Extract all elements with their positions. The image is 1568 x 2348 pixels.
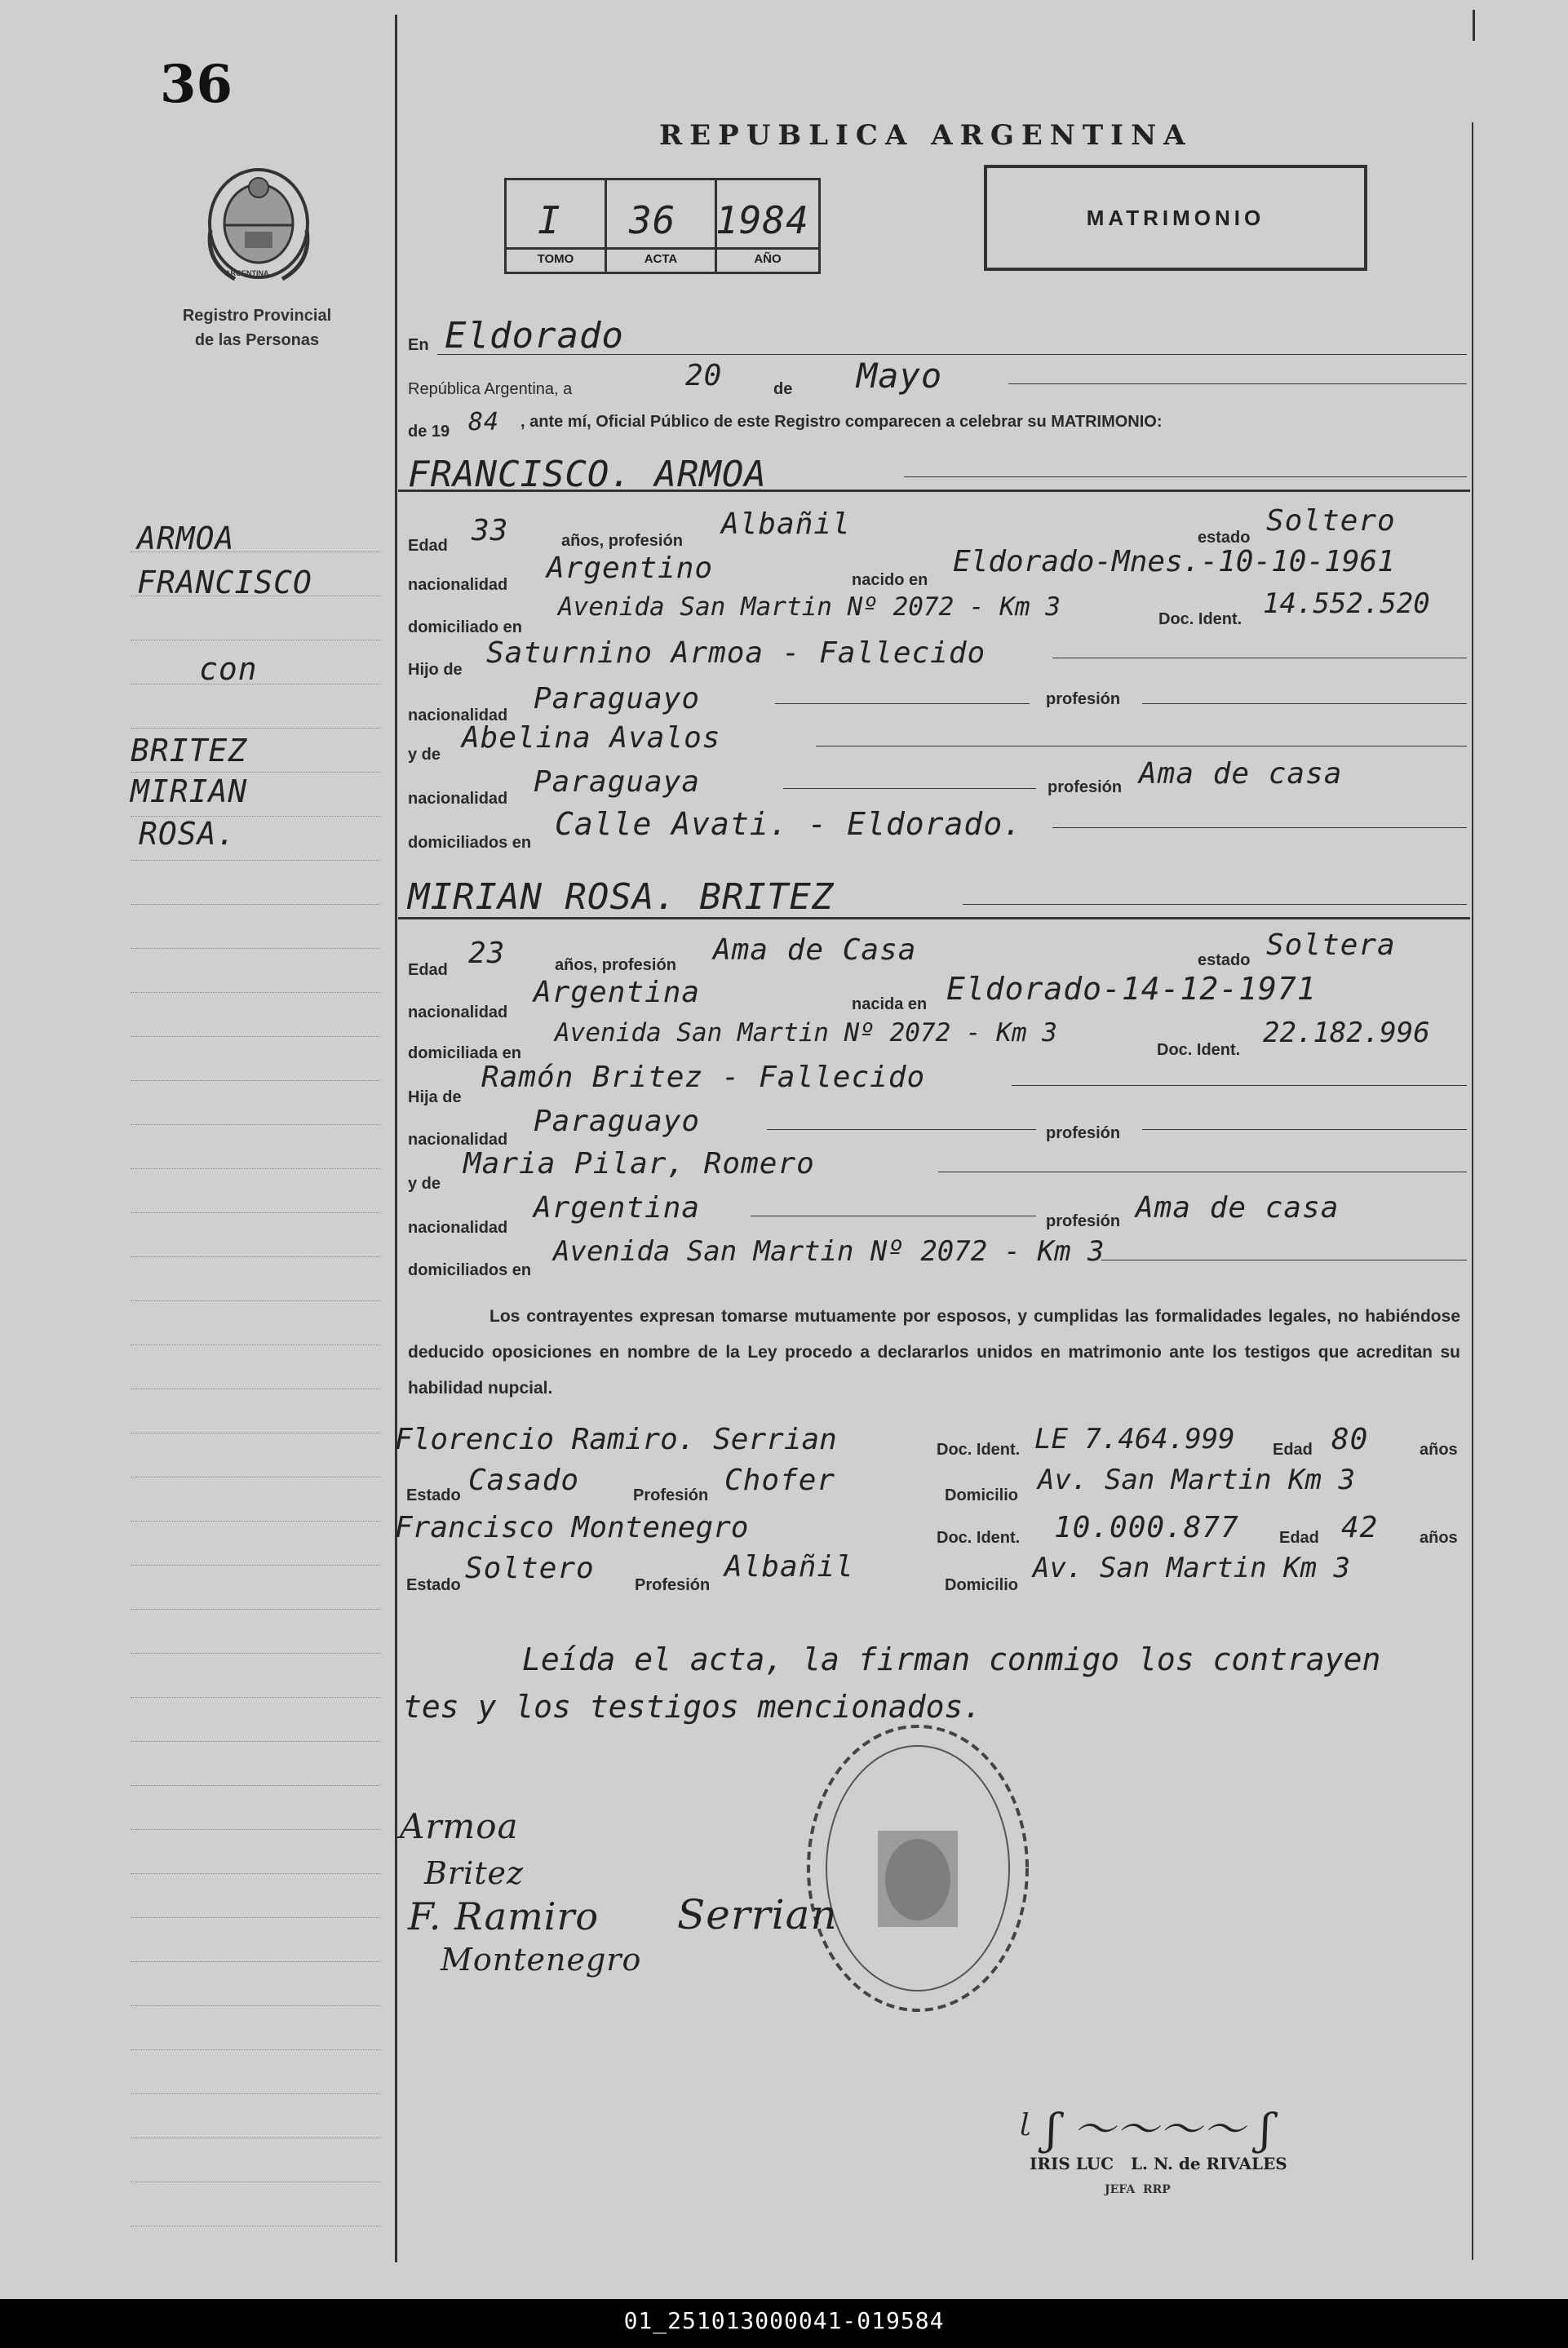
declaration-text: Los contrayentes expresan tomarse mutuamente por esposos, y cumplidas las formalidades legales, no habiéndose deducido oposiciones en nombre de la Ley procedo a declararlos unidos en matrimonio ante los testigos que acreditan su habilidad nupcial. xyxy=(408,1307,1460,1398)
witness-2-address: Av. San Martin Km 3 xyxy=(1033,1552,1350,1584)
bride-label-nacida: nacida en xyxy=(852,995,928,1013)
registry-office-line-1: Registro Provincial xyxy=(182,307,332,325)
tomo-value: I xyxy=(538,198,561,242)
witness-1-name: Florencio Ramiro. Serrian xyxy=(395,1423,837,1456)
margin-divider xyxy=(395,15,397,2262)
acta-value: 36 xyxy=(629,198,676,242)
margin-connector: con xyxy=(199,651,258,687)
official-title-line: JEFA RRP xyxy=(1105,2183,1171,2196)
label-intro-end: , ante mí, Oficial Público de este Registro comparecen a celebrar su MATRIMONIO: xyxy=(520,413,1163,431)
witness-2-label-doc: Doc. Ident. xyxy=(937,1529,1021,1547)
groom-nationality: Argentino xyxy=(547,552,714,585)
witness-1-profession: Chofer xyxy=(724,1464,836,1497)
witness-1-address: Av. San Martin Km 3 xyxy=(1038,1464,1355,1496)
label-de-month: de xyxy=(773,380,793,398)
bride-label-nacionalidad: nacionalidad xyxy=(408,1003,508,1021)
bride-birth: Eldorado-14-12-1971 xyxy=(946,971,1317,1007)
groom-label-nacido: nacido en xyxy=(852,571,928,589)
groom-label-y-de: y de xyxy=(408,746,441,764)
witness-2-doc: 10.000.877 xyxy=(1054,1511,1239,1544)
groom-marital-status: Soltero xyxy=(1266,504,1396,538)
signature-3: F. Ramiro xyxy=(408,1894,600,1938)
country-heading: REPUBLICA ARGENTINA xyxy=(659,119,1193,152)
bride-label-edad: Edad xyxy=(408,961,448,979)
closing-note-line-2: tes y los testigos mencionados. xyxy=(403,1689,982,1725)
groom-label-nac-mother: nacionalidad xyxy=(408,790,508,808)
bride-father: Ramón Britez - Fallecido xyxy=(481,1061,926,1094)
margin-name-5: ROSA. xyxy=(139,816,237,852)
acta-label: ACTA xyxy=(644,252,678,266)
groom-label-domiciliado: domiciliado en xyxy=(408,618,523,636)
closing-note-line-1: Leída el acta, la firman conmigo los contrayen xyxy=(522,1641,1381,1677)
margin-name-2: FRANCISCO xyxy=(137,565,312,600)
book-reference-box xyxy=(504,178,821,274)
witness-2-label-profesion: Profesión xyxy=(635,1576,711,1594)
bride-label-nac-mother: nacionalidad xyxy=(408,1219,508,1237)
groom-label-anos: años, profesión xyxy=(561,532,683,550)
witness-2-label-estado: Estado xyxy=(406,1576,461,1594)
label-year-prefix: de 19 xyxy=(408,423,450,441)
witness-2-age: 42 xyxy=(1341,1511,1379,1544)
bride-label-nac-father: nacionalidad xyxy=(408,1131,508,1149)
bride-father-nationality: Paraguayo xyxy=(534,1105,701,1138)
bride-label-hija: Hija de xyxy=(408,1088,462,1106)
margin-name-4: MIRIAN xyxy=(131,773,248,809)
witness-1-label-edad: Edad xyxy=(1273,1441,1313,1459)
groom-profession: Albañil xyxy=(721,507,851,541)
bride-nationality: Argentina xyxy=(534,976,701,1009)
label-republica: República Argentina, a xyxy=(408,380,573,398)
place-value: Eldorado xyxy=(445,315,624,357)
witness-1-label-doc: Doc. Ident. xyxy=(937,1441,1021,1459)
groom-doc: 14.552.520 xyxy=(1263,587,1430,620)
bride-label-prof-father: profesión xyxy=(1046,1124,1121,1142)
record-type-box xyxy=(984,165,1367,271)
witness-2-name: Francisco Montenegro xyxy=(395,1511,749,1544)
bride-mother: Maria Pilar, Romero xyxy=(463,1147,815,1181)
label-en: En xyxy=(408,336,429,354)
bride-marital-status: Soltera xyxy=(1266,928,1396,962)
year-suffix-value: 84 xyxy=(468,408,500,436)
groom-label-nacionalidad: nacionalidad xyxy=(408,576,508,594)
bride-label-estado: estado xyxy=(1198,951,1251,969)
month-value: Mayo xyxy=(857,356,943,396)
official-signature: ᶩ ʃ ～～～～ ʃ xyxy=(1020,2106,1273,2155)
signature-1: Armoa xyxy=(400,1806,519,1846)
bride-label-anos: años, profesión xyxy=(555,956,676,974)
groom-father: Saturnino Armoa - Fallecido xyxy=(486,636,986,670)
signature-4: Serrian xyxy=(677,1891,838,1938)
groom-parents-address: Calle Avati. - Eldorado. xyxy=(555,806,1023,842)
record-type-label: MATRIMONIO xyxy=(1086,206,1265,230)
witness-1-doc: LE 7.464.999 xyxy=(1034,1423,1235,1455)
groom-label-estado: estado xyxy=(1198,529,1251,547)
seal-caption: ARGENTINA xyxy=(225,269,269,277)
margin-name-3: BRITEZ xyxy=(131,733,248,769)
groom-full-name: FRANCISCO. ARMOA xyxy=(408,454,767,495)
witness-2-label-domicilio: Domicilio xyxy=(945,1576,1019,1594)
witness-2-profession: Albañil xyxy=(724,1550,854,1584)
witness-1-label-anos: años xyxy=(1420,1441,1458,1459)
margin-name-1: ARMOA xyxy=(137,521,235,556)
signature-5: Montenegro xyxy=(441,1942,642,1978)
bride-mother-nationality: Argentina xyxy=(534,1191,701,1225)
groom-label-nac-father: nacionalidad xyxy=(408,707,508,724)
year-value: 1984 xyxy=(715,198,809,242)
groom-mother-profession: Ama de casa xyxy=(1139,757,1343,791)
groom-label-edad: Edad xyxy=(408,537,448,555)
groom-age: 33 xyxy=(472,514,509,547)
signature-2: Britez xyxy=(424,1855,525,1891)
bride-label-domiciliada: domiciliada en xyxy=(408,1044,521,1062)
official-stamp xyxy=(800,1717,1036,2020)
groom-birth: Eldorado-Mnes.-10-10-1961 xyxy=(953,545,1395,578)
bride-label-domiciliados: domiciliados en xyxy=(408,1261,532,1279)
registry-office-line-2: de las Personas xyxy=(194,331,320,349)
right-border xyxy=(1472,122,1473,2260)
groom-mother: Abelina Avalos xyxy=(462,721,721,755)
groom-label-prof-father: profesión xyxy=(1046,690,1121,708)
groom-label-hijo: Hijo de xyxy=(408,661,463,679)
witness-1-label-estado: Estado xyxy=(406,1486,461,1504)
groom-mother-nationality: Paraguaya xyxy=(534,765,701,799)
groom-label-prof-mother: profesión xyxy=(1048,778,1123,796)
bride-doc: 22.182.996 xyxy=(1263,1017,1430,1049)
witness-2-marital-status: Soltero xyxy=(465,1552,595,1585)
tomo-label: TOMO xyxy=(537,252,574,266)
witness-1-age: 80 xyxy=(1331,1423,1369,1456)
official-name-line: IRIS LUC L. N. de RIVALES xyxy=(1030,2154,1287,2173)
day-value: 20 xyxy=(685,359,723,392)
bride-mother-profession: Ama de casa xyxy=(1136,1191,1340,1225)
page-number: 36 xyxy=(160,54,233,115)
bride-profession: Ama de Casa xyxy=(713,933,917,967)
bride-full-name: MIRIAN ROSA. BRITEZ xyxy=(408,876,835,918)
bride-label-y-de: y de xyxy=(408,1175,441,1193)
image-identifier: 01_251013000041-019584 xyxy=(623,2307,945,2334)
bride-address: Avenida San Martin Nº 2072 - Km 3 xyxy=(555,1018,1057,1048)
groom-label-doc: Doc. Ident. xyxy=(1158,610,1242,628)
top-right-tick xyxy=(1473,10,1475,41)
witness-1-label-profesion: Profesión xyxy=(633,1486,709,1504)
bride-parents-address: Avenida San Martin Nº 2072 - Km 3 xyxy=(553,1235,1105,1268)
bride-label-doc: Doc. Ident. xyxy=(1157,1041,1241,1059)
groom-label-domiciliados: domiciliados en xyxy=(408,834,532,852)
witness-2-label-anos: años xyxy=(1420,1529,1458,1547)
witness-1-marital-status: Casado xyxy=(468,1464,580,1497)
groom-father-nationality: Paraguayo xyxy=(534,682,701,715)
witness-2-label-edad: Edad xyxy=(1279,1529,1319,1547)
bride-label-prof-mother: profesión xyxy=(1046,1212,1121,1230)
bride-age: 23 xyxy=(468,937,506,970)
groom-address: Avenida San Martin Nº 2072 - Km 3 xyxy=(558,592,1061,622)
year-label: AÑO xyxy=(754,252,782,266)
witness-1-label-domicilio: Domicilio xyxy=(945,1486,1019,1504)
